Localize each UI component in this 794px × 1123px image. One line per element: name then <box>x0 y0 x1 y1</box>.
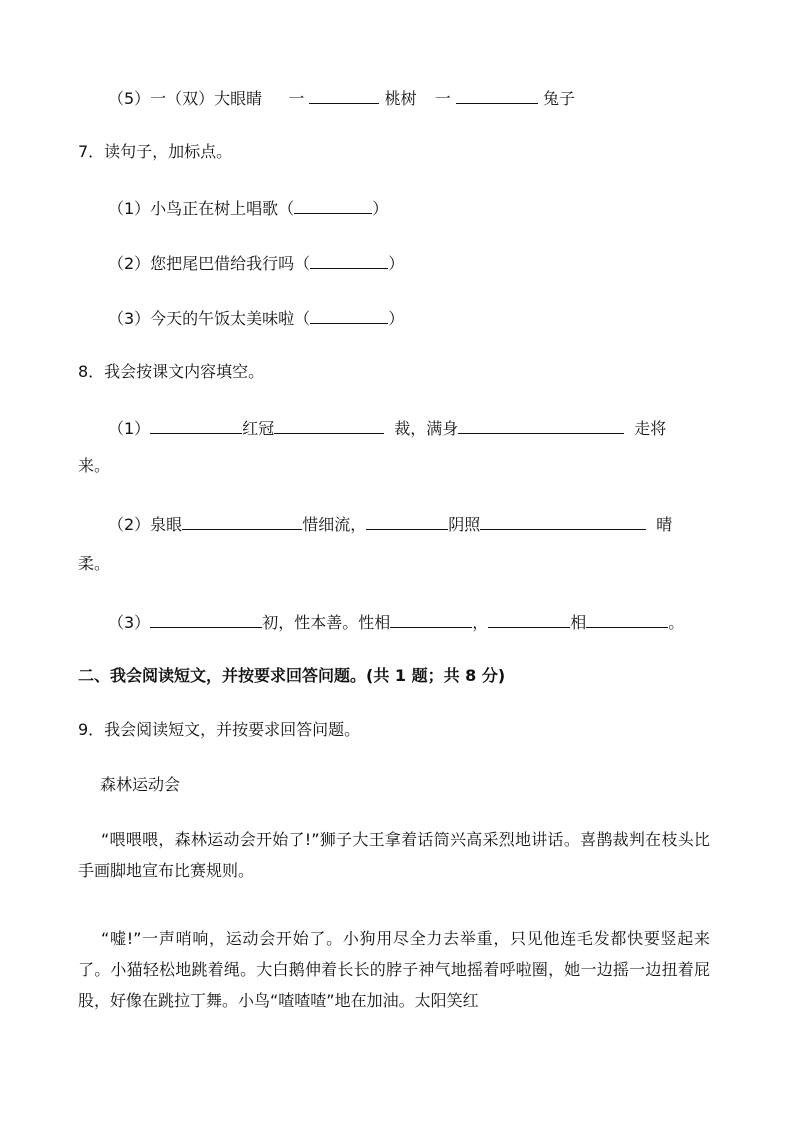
answer-blank[interactable] <box>150 610 262 628</box>
q6-item5-yi2: 一 <box>434 89 451 108</box>
q6-item5 <box>108 86 575 109</box>
passage-paragraph-2 <box>78 923 710 1016</box>
answer-blank[interactable] <box>366 512 448 530</box>
q6-item5-prefix: （5）一（双）大眼睛 <box>108 89 263 108</box>
q7-item-close: ） <box>372 199 389 218</box>
answer-blank[interactable] <box>458 416 624 434</box>
q9-heading: 9．我会阅读短文，并按要求回答问题。 <box>78 720 361 739</box>
q6-item5-tree: 桃树 <box>384 89 417 108</box>
q7-item-2 <box>108 251 404 274</box>
answer-blank[interactable] <box>150 416 242 434</box>
q7-item-3 <box>108 306 404 329</box>
answer-blank[interactable] <box>480 512 646 530</box>
answer-blank[interactable] <box>456 86 538 104</box>
q6-item5-yi1: 一 <box>288 89 305 108</box>
answer-blank[interactable] <box>309 86 379 104</box>
answer-blank[interactable] <box>294 196 372 214</box>
q8-item-text: 阴照 <box>448 515 481 534</box>
answer-blank[interactable] <box>182 512 302 530</box>
q8-item-2 <box>108 512 672 535</box>
answer-blank[interactable] <box>274 416 384 434</box>
q7-item-text: （1）小鸟正在树上唱歌（ <box>108 199 295 218</box>
passage-paragraph-text: “喂喂喂，森林运动会开始了!”狮子大王拿着话筒兴高采烈地讲话。喜鹊裁判在枝头比手画脚地宣布比赛规则。 <box>78 830 710 880</box>
q8-item-1-cont: 来。 <box>78 456 111 475</box>
passage-paragraph-1 <box>78 824 710 886</box>
answer-blank[interactable] <box>310 251 388 269</box>
q7-item-1 <box>108 196 388 219</box>
q8-item-text: 红冠 <box>242 419 275 438</box>
q8-item-text: 惜细流， <box>302 515 367 534</box>
answer-blank[interactable] <box>390 610 472 628</box>
section-2-heading: 二、我会阅读短文，并按要求回答问题。(共 1 题；共 8 分) <box>78 666 506 685</box>
q8-item-3 <box>108 610 684 633</box>
q8-item-text: （2）泉眼 <box>108 515 183 534</box>
q6-item5-rabbit: 兔子 <box>542 89 575 108</box>
q7-item-text: （2）您把尾巴借给我行吗（ <box>108 254 311 273</box>
q8-item-number: （3） <box>108 613 151 632</box>
q7-item-close: ） <box>388 254 405 273</box>
passage-title: 森林运动会 <box>100 775 181 794</box>
q8-item-text: 初，性本善。性相 <box>262 613 391 632</box>
q8-heading: 8．我会按课文内容填空。 <box>78 362 265 381</box>
q8-item-text: 走将 <box>634 419 667 438</box>
q7-item-close: ） <box>388 309 405 328</box>
answer-blank[interactable] <box>488 610 570 628</box>
q8-item-1 <box>108 416 666 439</box>
answer-blank[interactable] <box>586 610 668 628</box>
answer-blank[interactable] <box>310 306 388 324</box>
q8-item-text: 。 <box>668 613 685 632</box>
q8-item-2-cont: 柔。 <box>78 554 111 573</box>
q8-item-text: 相 <box>570 613 587 632</box>
q8-item-text: ， <box>472 613 489 632</box>
q8-item-text: 裁，满身 <box>394 419 459 438</box>
q7-heading: 7．读句子，加标点。 <box>78 142 233 161</box>
q8-item-number: （1） <box>108 419 151 438</box>
passage-paragraph-text: “嘘!”一声哨响，运动会开始了。小狗用尽全力去举重，只见他连毛发都快要竖起来了。小猫轻松地跳着绳。大白鹅伸着长长的脖子神气地摇着呼啦圈，她一边摇一边扭着屁股，好像在跳拉丁舞。小鸟“喳喳喳”地在加油。太阳笑红 <box>78 929 710 1010</box>
q7-item-text: （3）今天的午饭太美味啦（ <box>108 309 311 328</box>
q8-item-text: 晴 <box>656 515 673 534</box>
